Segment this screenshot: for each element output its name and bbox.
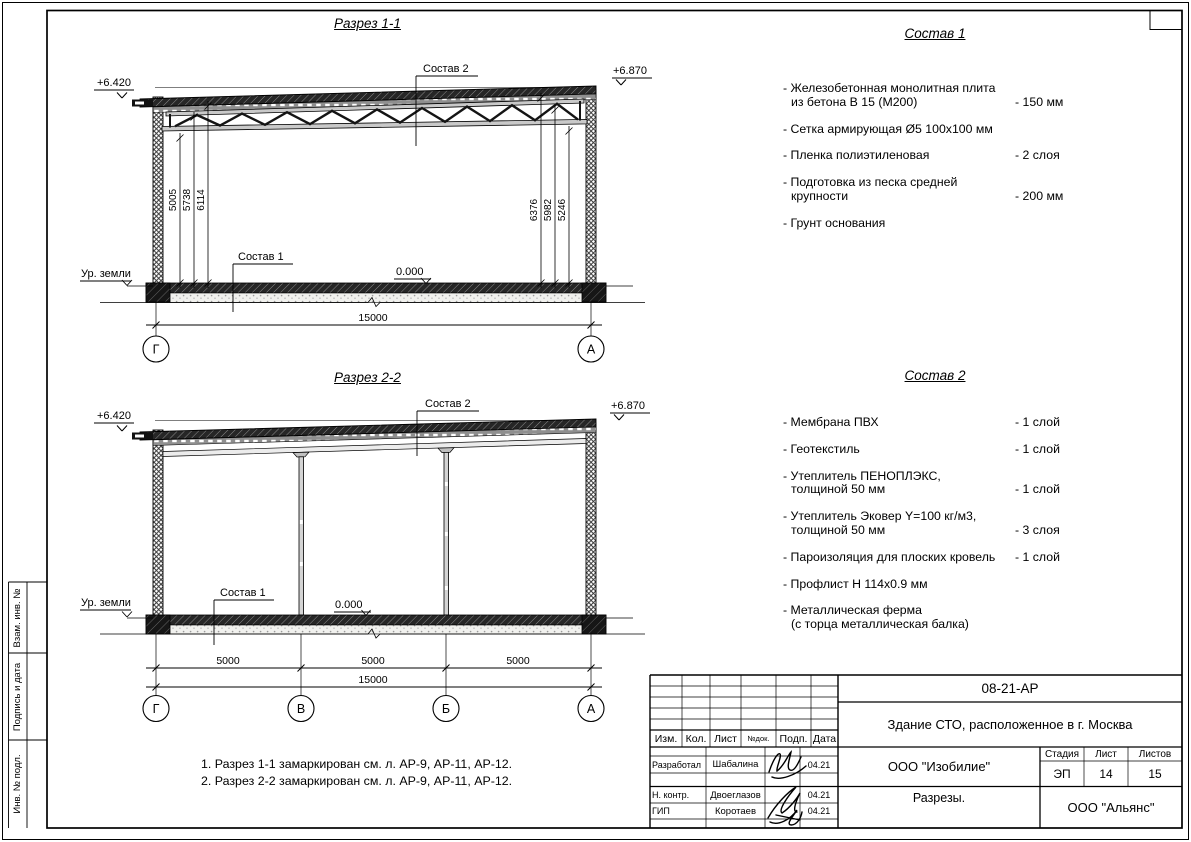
level-mark-left (94, 90, 134, 98)
role-label: Н. контр. (652, 790, 690, 800)
strip-label-vzam: Взам. инв. № (11, 588, 23, 647)
material-item: - Пароизоляция для плоских кровель - 1 слой (783, 549, 1060, 564)
floor-slab (146, 615, 606, 625)
note-line: 2. Разрез 2-2 замаркирован см. л. АР-9, АР-11, АР-12. (201, 773, 513, 788)
dim-value: 5000 (506, 655, 530, 667)
ground-label: Ур. земли (81, 268, 131, 280)
role-label: ГИП (652, 806, 670, 816)
sand-layer (146, 625, 606, 634)
leader-label: Состав 2 (425, 398, 471, 410)
role-date: 04.21 (807, 759, 831, 770)
strip-label-podpis: Подпись и дата (11, 662, 23, 731)
dim-value: 15000 (358, 674, 388, 686)
dim-value: 5005 (168, 188, 179, 212)
stage-value: ЭП (1053, 766, 1071, 781)
contractor-org: ООО "Альянс" (1067, 799, 1155, 815)
level-value: +6.870 (613, 65, 647, 77)
axis-letter: Г (152, 342, 160, 357)
col-podp: Подп. (779, 732, 808, 745)
role-date: 04.21 (807, 790, 831, 800)
doc-number: 08-21-АР (981, 681, 1039, 696)
axis-letter: Г (152, 702, 160, 716)
role-date: 04.21 (807, 806, 831, 816)
interior-columns (293, 448, 454, 615)
level-value: +6.870 (611, 400, 645, 412)
material-item: - Геотекстиль - 1 слой (783, 441, 1060, 456)
sand-layer (146, 293, 606, 303)
dim-value: 6376 (529, 198, 540, 222)
axis-letter: А (586, 702, 596, 716)
dim-value: 5000 (216, 655, 240, 667)
foundation-right (582, 615, 606, 634)
wall-right (586, 90, 596, 283)
dim-value: 6114 (196, 189, 207, 211)
material-item: - Подготовка из песка средней крупности - 200 мм (783, 175, 1064, 203)
col-izm: Изм. (654, 732, 678, 745)
dim-value: 5000 (361, 655, 385, 667)
axis-bubbles (143, 336, 604, 362)
wall-left (153, 430, 163, 615)
col-ndok: №док. (747, 734, 770, 743)
project-title: Здание СТО, расположенное в г. Москва (887, 717, 1133, 732)
leader-label: Состав 1 (220, 587, 266, 599)
role-name: Шабалина (712, 759, 759, 770)
sheet-name: Разрезы. (912, 791, 966, 805)
section-2-drawing (80, 398, 650, 722)
level-mark-right (612, 78, 652, 85)
col-data: Дата (812, 732, 837, 745)
sostav2-title: Состав 2 (904, 368, 966, 383)
material-item: - Сетка армирующая Ø5 100x100 мм (783, 121, 993, 136)
drawing-notes (201, 756, 512, 789)
axis-letter: А (586, 342, 596, 357)
material-item: - Пленка полиэтиленовая - 2 слоя (783, 148, 1060, 163)
col-list: Лист (714, 732, 737, 745)
sheet-header: Лист (1095, 748, 1117, 760)
axis-bubbles (143, 696, 604, 722)
role-name: Коротаев (714, 805, 757, 817)
zero-level: 0.000 (335, 599, 363, 611)
note-line: 1. Разрез 1-1 замаркирован см. л. АР-9, АР-11, АР-12. (201, 757, 513, 771)
leader-label: Состав 2 (423, 63, 469, 75)
material-item: - Грунт основания (783, 215, 886, 230)
sheets-value: 15 (1148, 766, 1162, 781)
material-item: - Профлист Н 114x0.9 мм (783, 576, 928, 591)
col-kol: Кол. (685, 732, 707, 745)
role-label: Разработал (652, 759, 701, 770)
sostav2-list (783, 416, 1088, 645)
section2-title: Разрез 2-2 (334, 370, 401, 385)
level-mark-left (94, 423, 134, 431)
material-item: - Мембрана ПВХ - 1 слой (783, 415, 1060, 429)
sheets-header: Листов (1138, 748, 1172, 760)
section1-title: Разрез 1-1 (334, 16, 401, 31)
sostav1-title: Состав 1 (904, 26, 966, 41)
zero-level: 0.000 (396, 266, 424, 278)
role-name: Двоеглазов (710, 789, 761, 801)
section-1-drawing (80, 63, 652, 362)
strip-label-inv: Инв. № подл. (11, 754, 23, 814)
ground-label: Ур. земли (81, 597, 131, 609)
material-item: - Утеплитель ПЕНОПЛЭКС, толщиной 50 мм - 1 слой (783, 468, 1060, 497)
stage-header: Стадия (1044, 748, 1080, 760)
level-value: +6.420 (97, 77, 131, 89)
axis-letter: Б (441, 702, 451, 716)
foundation-right (582, 283, 606, 302)
wall-right (586, 423, 596, 615)
material-item: - Утеплитель Эковер Y=100 кг/м3, толщиной 50 мм - 3 слоя (783, 509, 1060, 537)
leader-label: Состав 1 (238, 251, 284, 263)
floor-slab (146, 283, 606, 293)
level-value: +6.420 (97, 410, 131, 422)
wall-left (153, 97, 163, 283)
dim-value: 5246 (557, 198, 568, 222)
sostav1-list (783, 82, 1088, 244)
dim-value: 5982 (543, 198, 554, 222)
sheet-value: 14 (1099, 766, 1113, 781)
designer-org: ООО "Изобилие" (887, 759, 991, 774)
dim-value: 5738 (182, 188, 193, 212)
corner-box (1150, 11, 1182, 30)
material-item: - Железобетонная монолитная плита из бетона В 15 (М200) - 150 мм (783, 81, 1064, 109)
axis-letter: В (296, 702, 306, 716)
material-item: - Металлическая ферма (с торца металлическая балка) (783, 603, 969, 632)
level-mark-right (610, 413, 650, 420)
dim-value: 15000 (358, 312, 388, 324)
